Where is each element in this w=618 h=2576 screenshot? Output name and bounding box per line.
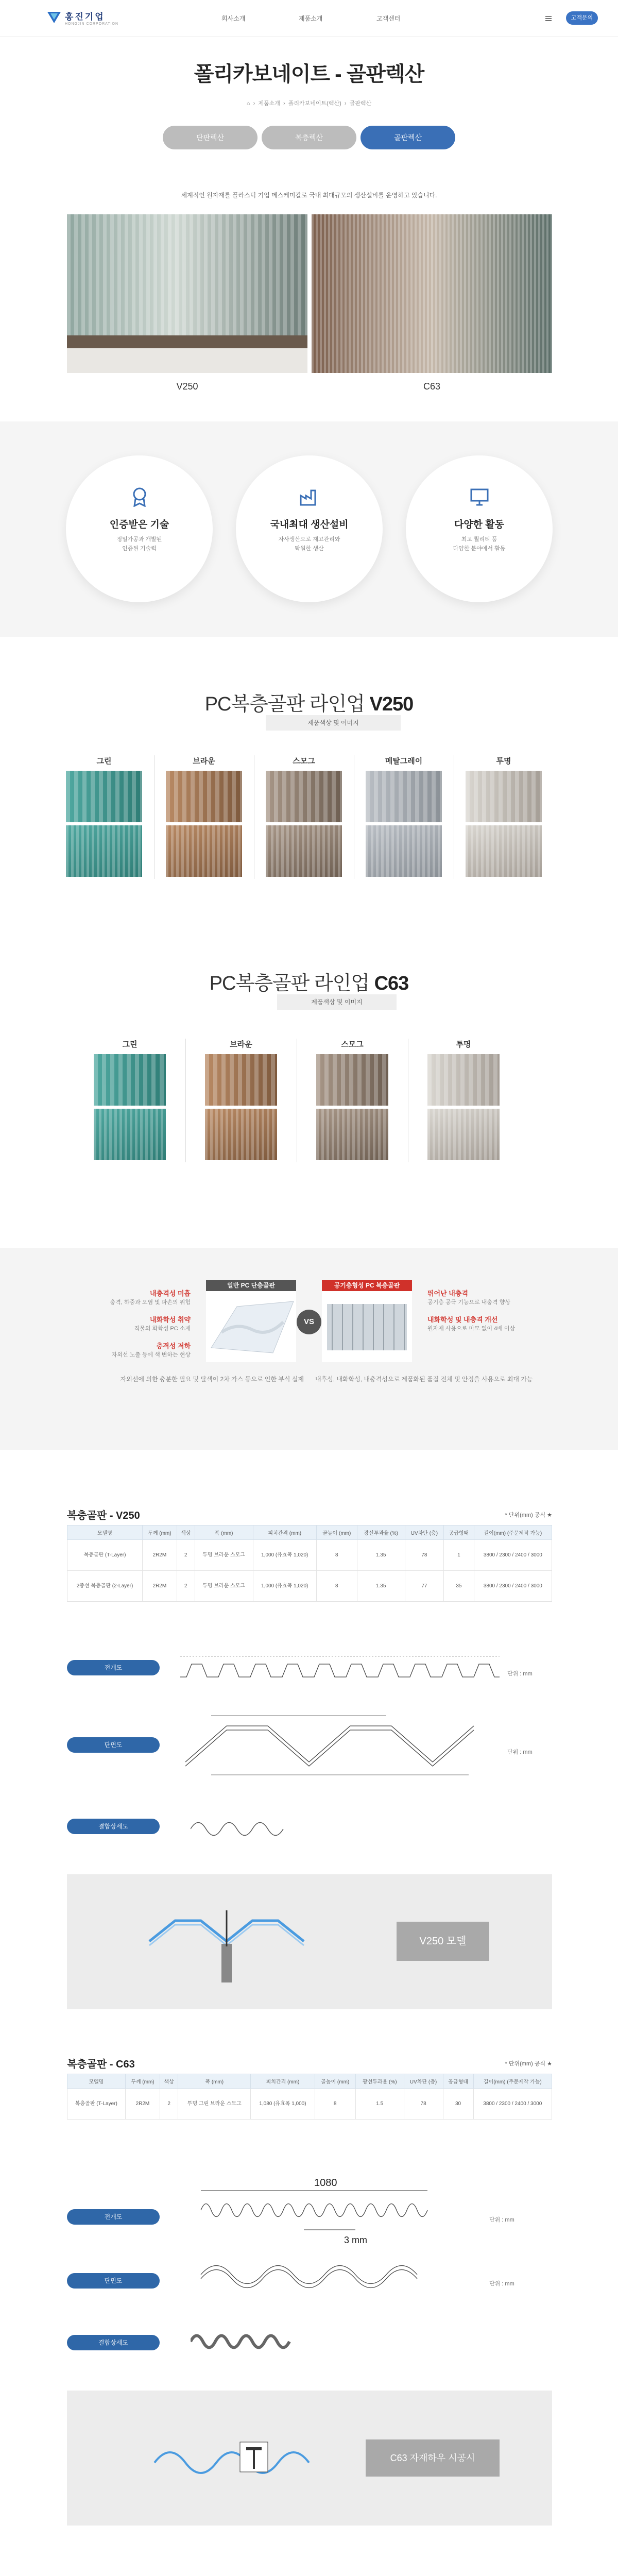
table-header: 모델명	[67, 2074, 126, 2089]
lineup-room-image	[94, 1054, 166, 1106]
breadcrumb-item[interactable]: 제품소개	[258, 100, 280, 107]
table-cell: 복층골판 (T-Layer)	[67, 2089, 126, 2120]
award-icon	[129, 486, 150, 507]
table-header: 공급형태	[444, 1526, 474, 1540]
table-header: 두께 (mm)	[142, 1526, 177, 1540]
table-header: 길이(mm) (주문제작 가능)	[474, 1526, 552, 1540]
lineup-room-image	[466, 771, 542, 822]
v250-joint-view-label: 결합상세도	[67, 1819, 160, 1834]
spec-c63-table	[67, 2074, 552, 2120]
lineup-v250-subtitle: 제품색상 및 이미지	[266, 715, 401, 731]
table-cell: 투명 브라운 스모그	[195, 1571, 253, 1602]
table-cell: 투명 브라운 스모그	[195, 1540, 253, 1571]
caption-c63: C63	[423, 381, 441, 392]
v250-joint-drawing	[191, 1814, 294, 1839]
feature-desc: 최고 퀄리티 품 다양한 분야에서 활동	[453, 536, 506, 552]
table-header: 색상	[160, 2074, 178, 2089]
table-header: 색상	[177, 1526, 195, 1540]
spec-c63-title: 복층골판 - C63	[67, 2059, 135, 2070]
table-header: 폭 (mm)	[195, 1526, 253, 1540]
table-header: 골높이 (mm)	[316, 1526, 357, 1540]
feature-desc: 자사생산으로 재고관리와 탁월한 생산	[278, 536, 340, 552]
table-cell: 35	[444, 1571, 474, 1602]
header	[0, 0, 618, 37]
table-header: 길이(mm) (주문제작 가능)	[473, 2074, 552, 2089]
logo[interactable]	[47, 9, 118, 26]
lineup-sheet-image	[466, 825, 542, 877]
lineup-sheet-image	[94, 1109, 166, 1160]
vs-badge: VS	[297, 1310, 321, 1334]
feature-title: 국내최대 생산설비	[270, 519, 349, 530]
table-cell: 1.5	[355, 2089, 404, 2120]
table-cell: 30	[443, 2089, 473, 2120]
c63-width-dimension: 1080	[314, 2177, 337, 2189]
table-header: 모델명	[67, 1526, 143, 1540]
table-cell: 1,000 (유효폭 1,020)	[253, 1571, 316, 1602]
feature-title: 다양한 활동	[454, 519, 505, 530]
v250-expanded-unit: 단위 : mm	[507, 1671, 533, 1677]
spec-v250-title: 복층골판 - V250	[67, 1510, 140, 1521]
lineup-color-name: 투명	[456, 1040, 471, 1049]
spec-v250-unit: * 단위(mm) 공식 ★	[505, 1512, 552, 1518]
table-header: 피치간격 (mm)	[251, 2074, 315, 2089]
c63-section-drawing	[191, 2254, 469, 2295]
lineup-room-image	[427, 1054, 500, 1106]
table-cell: 2	[160, 2089, 178, 2120]
v250-section-view-label: 단면도	[67, 1737, 160, 1753]
tab-multi[interactable]: 복층렉산	[262, 126, 356, 149]
c63-joint-view-label: 결합상세도	[67, 2335, 160, 2350]
feature-card	[406, 455, 553, 602]
tab-single[interactable]: 단판렉산	[163, 126, 258, 149]
v250-install-illustration	[144, 1905, 309, 1982]
feature-card	[66, 455, 213, 602]
v250-model-box	[67, 1874, 552, 2009]
logo-sub: HONGJIN CORPORATION	[65, 22, 119, 26]
c63-install-illustration	[149, 2421, 314, 2499]
lineup-color-name: 스모그	[341, 1040, 364, 1049]
table-header: 공급형태	[443, 2074, 473, 2089]
c63-model-box	[67, 2391, 552, 2526]
c63-thickness-dimension: 3 mm	[344, 2235, 367, 2245]
lineup-c63-title: PC복층골판 라인업 C63	[209, 973, 409, 994]
lineup-room-image	[66, 771, 142, 822]
c63-joint-drawing	[191, 2329, 304, 2354]
breadcrumb-item[interactable]: 폴리카보네이트(렉산)	[288, 100, 341, 107]
compare-left-list: 내충격성 미흡 충격, 하중과 오염 및 파손의 위험 내화학성 취약 직물의 화학성 PC 소재 충격성 저하 자외선 노출 등에 색 변하는 현상	[110, 1290, 191, 1358]
v250-expanded-drawing	[180, 1651, 500, 1687]
feature-title: 인증받은 기술	[109, 519, 169, 530]
table-header: 골높이 (mm)	[315, 2074, 355, 2089]
table-cell: 1.35	[357, 1540, 405, 1571]
table-cell: 투명 그린 브라운 스모그	[178, 2089, 251, 2120]
lineup-color-name: 브라운	[230, 1040, 252, 1049]
plain-sheet-image	[206, 1280, 296, 1362]
table-cell: 1	[444, 1540, 474, 1571]
lineup-room-image	[266, 771, 342, 822]
table-cell: 2R2M	[142, 1540, 177, 1571]
lineup-sheet-image	[266, 825, 342, 877]
table-cell: 8	[316, 1540, 357, 1571]
spec-c63-unit: * 단위(mm) 공식 ★	[505, 2061, 552, 2067]
table-cell: 8	[316, 1571, 357, 1602]
breadcrumb-home-icon[interactable]: ⌂	[246, 100, 250, 107]
spec-v250-table	[67, 1525, 552, 1602]
compare-section	[0, 1248, 618, 1450]
table-header: UV차단 (층)	[405, 1526, 443, 1540]
menu-icon[interactable]	[545, 15, 552, 22]
table-cell: 77	[405, 1571, 443, 1602]
c63-expanded-unit: 단위 : mm	[489, 2217, 514, 2223]
nav-support[interactable]: 고객센터	[376, 15, 401, 22]
table-header: 두께 (mm)	[125, 2074, 160, 2089]
table-cell: 2R2M	[125, 2089, 160, 2120]
lineup-v250-title: PC복층골판 라인업 V250	[204, 693, 414, 715]
lineup-room-image	[166, 771, 242, 822]
lineup-sheet-image	[427, 1109, 500, 1160]
lineup-sheet-image	[166, 825, 242, 877]
table-cell: 1.35	[357, 1571, 405, 1602]
table-cell: 1,000 (유효폭 1,020)	[253, 1540, 316, 1571]
tab-corrugated[interactable]: 골판렉산	[360, 126, 455, 149]
lineup-color-name: 투명	[496, 757, 511, 766]
breadcrumb: ⌂ › 제품소개 › 폴리카보네이트(렉산) › 골판렉산	[246, 100, 372, 107]
c63-expanded-drawing	[191, 2179, 469, 2246]
breadcrumb-item[interactable]: 골판렉산	[349, 100, 372, 107]
title-highlight: 골판렉산	[346, 63, 424, 86]
table-cell: 복층골판 (T-Layer)	[67, 1540, 143, 1571]
contact-button[interactable]: 고객문의	[566, 11, 598, 25]
table-row	[67, 2089, 552, 2120]
c63-expanded-view-label: 전개도	[67, 2209, 160, 2225]
table-header: 폭 (mm)	[178, 2074, 251, 2089]
feature-card	[236, 455, 383, 602]
lineup-room-image	[205, 1054, 277, 1106]
logo-icon	[47, 12, 61, 23]
v250-section-unit: 단위 : mm	[507, 1749, 533, 1755]
nav-about[interactable]: 회사소개	[221, 15, 246, 22]
table-cell: 78	[404, 2089, 443, 2120]
monitor-icon	[469, 486, 490, 507]
lineup-sheet-image	[205, 1109, 277, 1160]
photo-v250	[67, 214, 307, 373]
lineup-color-name: 그린	[96, 757, 112, 766]
title-main: 폴리카보네이트 -	[194, 63, 347, 86]
lineup-color-name: 브라운	[193, 757, 215, 766]
intro-text: 세계적인 원자재를 플라스틱 기업 메스케미칼로 국내 최대규모의 생산설비를 운영하고 있습니다.	[181, 192, 437, 199]
table-cell: 2	[177, 1571, 195, 1602]
feature-desc: 정밀가공과 개발된 인증된 기술력	[116, 536, 162, 552]
photo-c63	[312, 214, 552, 373]
logo-text: 홍진기업	[65, 12, 105, 22]
plain-sheet-label: 일반 PC 단층골판	[206, 1280, 296, 1291]
compare-left-summary: 자외선에 의한 충분한 필요 및 탈색이 2차 가스 등으로 인한 부식 실제	[120, 1376, 304, 1383]
c63-model-button[interactable]: C63 자재하우 시공시	[366, 2439, 500, 2477]
lineup-sheet-image	[66, 825, 142, 877]
features-section	[0, 421, 618, 637]
lineup-sheet-image	[366, 825, 442, 877]
v250-section-drawing	[180, 1705, 500, 1783]
table-cell: 78	[405, 1540, 443, 1571]
table-cell: 3800 / 2300 / 2400 / 3000	[473, 2089, 552, 2120]
c63-section-unit: 단위 : mm	[489, 2281, 514, 2287]
lineup-color-name: 그린	[122, 1040, 138, 1049]
table-cell: 2R2M	[142, 1571, 177, 1602]
table-header: UV차단 (층)	[404, 2074, 443, 2089]
lineup-room-image	[366, 771, 442, 822]
c63-section-view-label: 단면도	[67, 2273, 160, 2289]
caption-v250: V250	[176, 381, 198, 392]
table-cell: 2중선 복층골판 (2-Layer)	[67, 1571, 143, 1602]
lineup-c63-subtitle: 제품색상 및 이미지	[277, 994, 397, 1010]
double-sheet-image	[322, 1280, 412, 1362]
nav-products[interactable]: 제품소개	[299, 15, 323, 22]
table-header: 피치간격 (mm)	[253, 1526, 316, 1540]
column-divider	[185, 1039, 186, 1162]
double-sheet-label: 공기층형성 PC 복층골판	[322, 1280, 412, 1291]
v250-expanded-view-label: 전개도	[67, 1660, 160, 1675]
compare-right-summary: 내후성, 내화학성, 내충격성으로 제품화된 품질 전체 및 안정을 사용으로 최대 가능	[315, 1376, 533, 1383]
v250-model-button[interactable]: V250 모델	[397, 1922, 489, 1961]
lineup-color-name: 메탈그레이	[385, 757, 423, 766]
table-cell: 3800 / 2300 / 2400 / 3000	[474, 1571, 552, 1602]
table-header: 광선투과율 (%)	[357, 1526, 405, 1540]
table-cell: 8	[315, 2089, 355, 2120]
table-cell: 2	[177, 1540, 195, 1571]
lineup-room-image	[316, 1054, 388, 1106]
table-header: 광선투과율 (%)	[355, 2074, 404, 2089]
page-title	[0, 58, 618, 87]
lineup-color-name: 스모그	[293, 757, 315, 766]
compare-right-list: 뛰어난 내충격 공기층 공극 기능으로 내충격 향상 내화학성 및 내충격 개선 원자재 사용으로 마모 없이 4배 이상	[427, 1290, 516, 1332]
lineup-sheet-image	[316, 1109, 388, 1160]
table-cell: 1,080 (유효폭 1,000)	[251, 2089, 315, 2120]
table-row	[67, 1571, 552, 1602]
table-row	[67, 1540, 552, 1571]
factory-icon	[299, 486, 320, 507]
table-cell: 3800 / 2300 / 2400 / 3000	[474, 1540, 552, 1571]
